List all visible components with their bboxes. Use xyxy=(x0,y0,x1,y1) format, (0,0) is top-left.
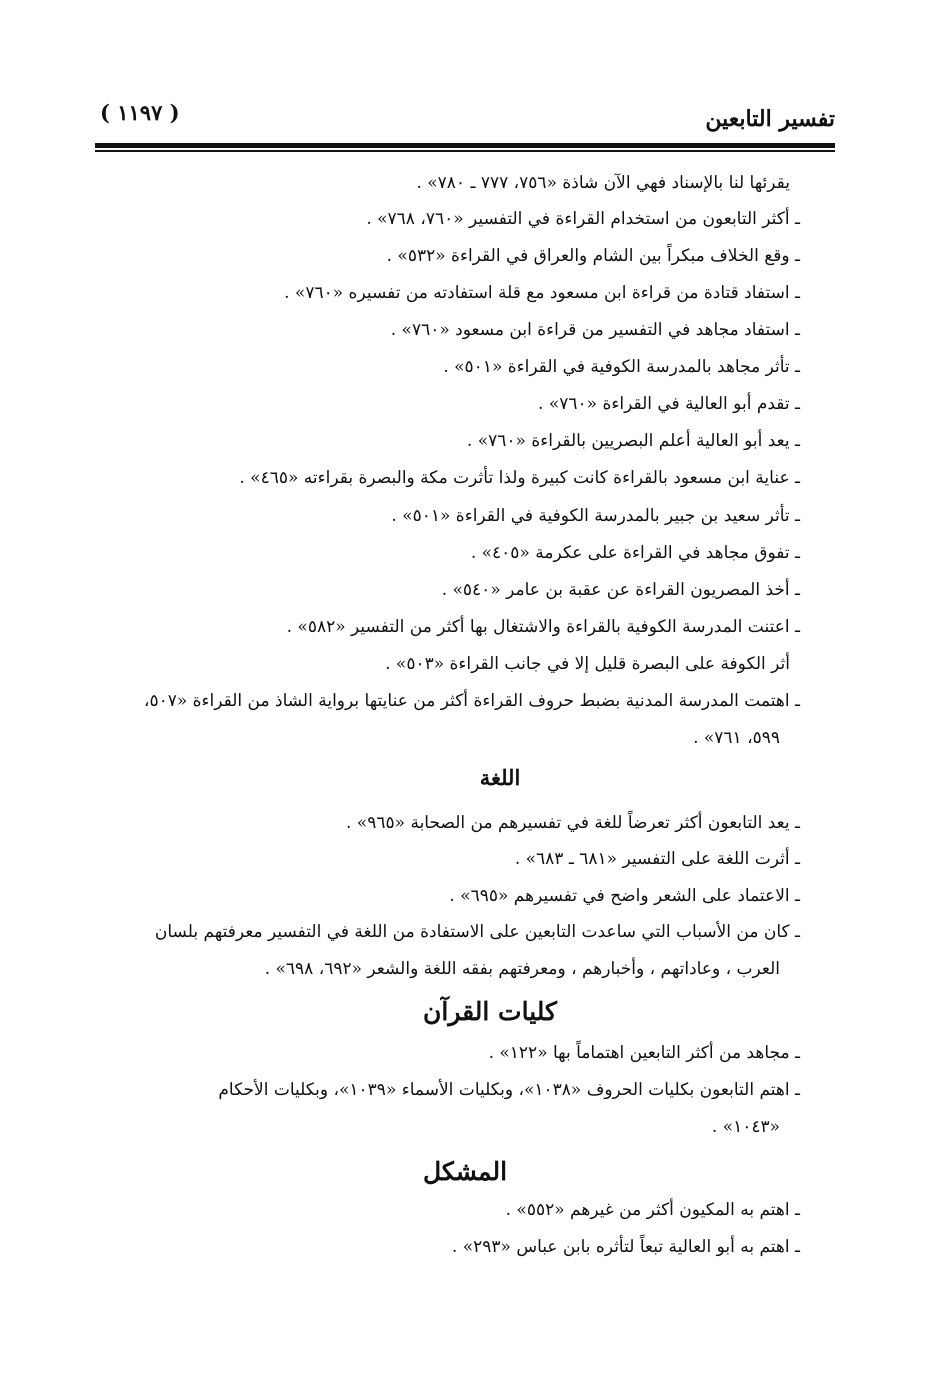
list-item: ـ مجاهد من أكثر التابعين اهتماماً بها «١٢٢» . xyxy=(488,1043,800,1063)
list-item: ـ تقدم أبو العالية في القراءة «٧٦٠» . xyxy=(538,394,800,414)
list-item: ـ أكثر التابعون من استخدام القراءة في التفسير «٧٦٠، ٧٦٨» . xyxy=(366,209,800,229)
section-heading-lugha: اللغة xyxy=(479,765,521,790)
list-item: ـ أخذ المصريون القراءة عن عقبة بن عامر «٥٤٠» . xyxy=(441,580,800,600)
list-item: ـ اهتم التابعون بكليات الحروف «١٠٣٨»، وبكليات الأسماء «١٠٣٩»، وبكليات الأحكام xyxy=(218,1080,800,1100)
list-item: ـ اهتمت المدرسة المدنية بضبط حروف القراءة أكثر من عنايتها برواية الشاذ من القراءة «٥٠٧، xyxy=(143,691,800,711)
list-item: ـ كان من الأسباب التي ساعدت التابعين على الاستفادة من اللغة في التفسير معرفتهم بلسان xyxy=(154,922,800,942)
list-item: ـ اهتم به أبو العالية تبعاً لتأثره بابن عباس «٢٩٣» . xyxy=(451,1237,800,1257)
list-item: ـ يعد أبو العالية أعلم البصريين بالقراءة «٧٦٠» . xyxy=(466,431,800,451)
list-item: ـ أثرت اللغة على التفسير «٦٨١ ـ ٦٨٣» . xyxy=(514,849,800,869)
list-item: يقرئها لنا بالإسناد فهي الآن شاذة «٧٥٦، ٧٧٧ ـ ٧٨٠» . xyxy=(416,173,790,193)
list-item-continuation: العرب ، وعاداتهم ، وأخبارهم ، ومعرفتهم بفقه اللغة والشعر «٦٩٢، ٦٩٨» . xyxy=(264,959,780,979)
list-item: ـ يعد التابعون أكثر تعرضاً للغة في تفسيرهم من الصحابة «٩٦٥» . xyxy=(346,813,800,833)
list-item: ـ الاعتماد على الشعر واضح في تفسيرهم «٦٩٥» . xyxy=(449,886,800,906)
section-heading-mushkil: المشكل xyxy=(422,1157,508,1186)
list-item: ـ تفوق مجاهد في القراءة على عكرمة «٤٠٥» . xyxy=(470,543,800,563)
list-item: ـ استفاد قتادة من قراءة ابن مسعود مع قلة استفادته من تفسيره «٧٦٠» . xyxy=(284,283,800,303)
section-heading-kulliyat: كليات القرآن xyxy=(423,997,557,1026)
page-header xyxy=(95,100,835,144)
list-item: ـ وقع الخلاف مبكراً بين الشام والعراق في القراءة «٥٣٢» . xyxy=(386,246,800,266)
list-item: ـ تأثر سعيد بن جبير بالمدرسة الكوفية في القراءة «٥٠١» . xyxy=(391,506,800,526)
header-rule-thick xyxy=(95,143,835,148)
page-number: ( ١١٩٧ ) xyxy=(100,100,180,125)
list-item-continuation: «١٠٤٣» . xyxy=(711,1117,780,1137)
list-item: ـ استفاد مجاهد في التفسير من قراءة ابن مسعود «٧٦٠» . xyxy=(390,320,800,340)
list-item: ـ اهتم به المكيون أكثر من غيرهم «٥٥٢» . xyxy=(505,1200,800,1220)
running-title: تفسير التابعين xyxy=(705,106,835,132)
list-item: ـ اعتنت المدرسة الكوفية بالقراءة والاشتغال بها أكثر من التفسير «٥٨٢» . xyxy=(286,617,800,637)
list-item: ـ تأثر مجاهد بالمدرسة الكوفية في القراءة «٥٠١» . xyxy=(443,357,800,377)
list-item: ـ عناية ابن مسعود بالقراءة كانت كبيرة ولذا تأثرت مكة والبصرة بقراءته «٤٦٥» . xyxy=(239,468,800,488)
header-rule-thin xyxy=(95,150,835,152)
list-item-continuation: ٥٩٩، ٧٦١» . xyxy=(693,728,780,748)
list-item: أثر الكوفة على البصرة قليل إلا في جانب القراءة «٥٠٣» . xyxy=(385,654,790,674)
